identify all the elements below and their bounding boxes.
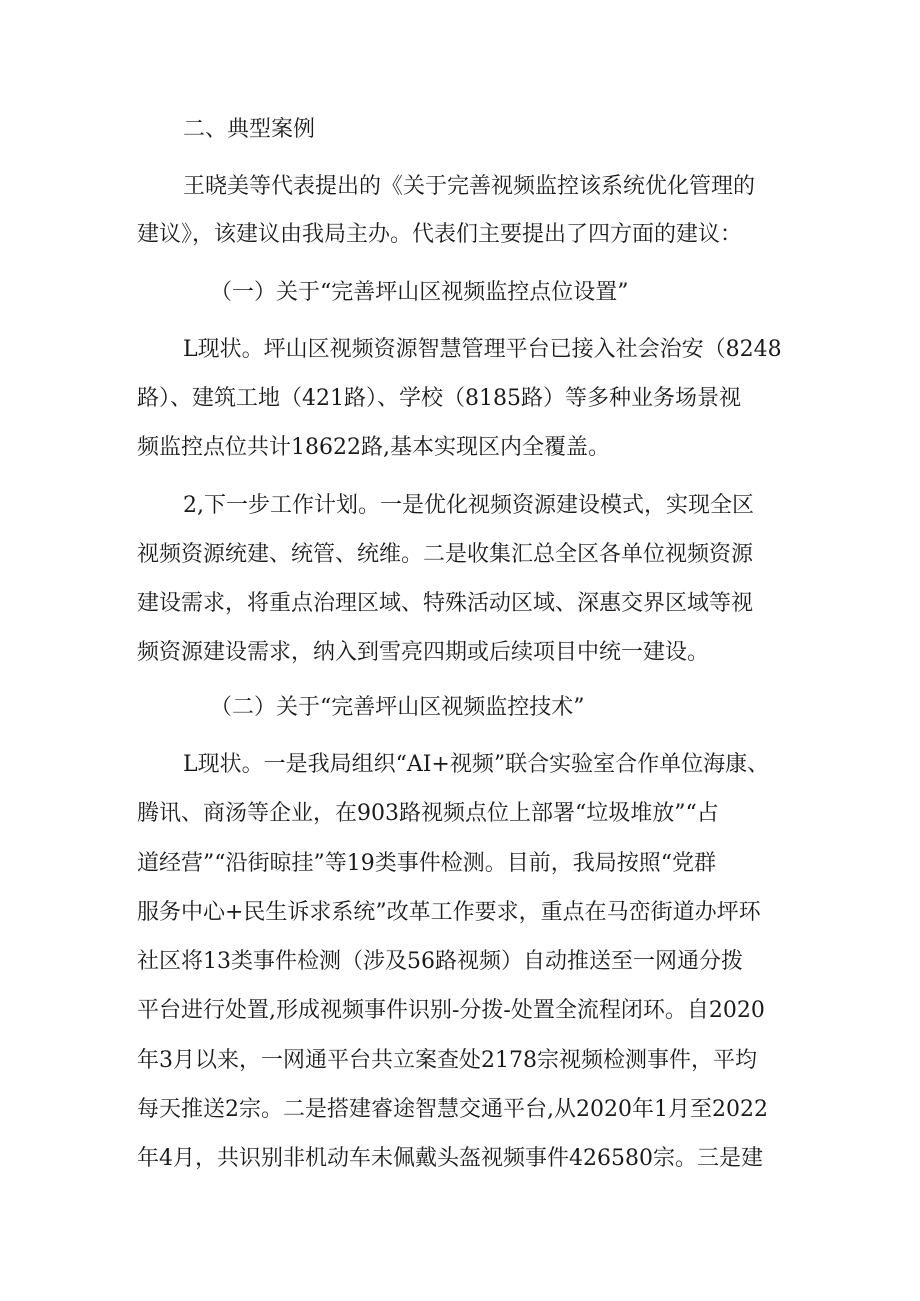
s2-p1-line-3: 道经营”“沿街晾挂”等19类事件检测。目前，我局按照“党群 <box>137 851 716 876</box>
s1-p2-line-4: 频资源建设需求，纳入到雪亮四期或后续项目中统一建设。 <box>137 640 710 665</box>
s1-p2-line-3: 建设需求，将重点治理区域、特殊活动区域、深惠交界区域等视 <box>137 591 754 616</box>
s1-p1-line-2: 路）、建筑工地（421路）、学校（8185路）等多种业务场景视 <box>137 386 741 411</box>
s2-p1-line-6: 平台进行处置,形成视频事件识别-分拨-处置全流程闭环。自2020 <box>137 998 765 1023</box>
s2-p1-line-5: 社区将13类事件检测（涉及56路视频）自动推送至一网通分拨 <box>137 949 743 974</box>
s2-p1-line-2: 腾讯、商汤等企业，在903路视频点位上部署“垃圾堆放”“占 <box>137 801 719 826</box>
s2-p1-line-8: 每天推送2宗。二是搭建睿途智慧交通平台,从2020年1月至2022 <box>137 1097 768 1122</box>
intro-line-1: 王晓美等代表提出的《关于完善视频监控该系统优化管理的 <box>183 174 756 199</box>
subsection-2-title: （二）关于“完善坪山区视频监控技术” <box>210 695 585 720</box>
s2-p1-line-4: 服务中心+民生诉求系统”改革工作要求，重点在马峦街道办坪环 <box>137 900 761 925</box>
s1-p1-line-1: L现状。坪山区视频资源智慧管理平台已接入社会治安（8248 <box>183 337 782 362</box>
s1-p2-line-2: 视频资源统建、统管、统维。二是收集汇总全区各单位视频资源 <box>137 542 754 567</box>
s1-p2-line-1: 2,下一步工作计划。一是优化视频资源建设模式，实现全区 <box>183 493 754 518</box>
section-heading: 二、典型案例 <box>183 117 316 142</box>
intro-line-2: 建议》，该建议由我局主办。代表们主要提出了四方面的建议： <box>137 222 743 247</box>
s2-p1-line-1: L现状。一是我局组织“AI+视频”联合实验室合作单位海康、 <box>183 752 770 777</box>
s1-p1-line-3: 频监控点位共计18622路,基本实现区内全覆盖。 <box>137 435 610 460</box>
s2-p1-line-7: 年3月以来，一网通平台共立案查处2178宗视频检测事件，平均 <box>137 1048 757 1073</box>
s2-p1-line-9: 年4月，共识别非机动车未佩戴头盔视频事件426580宗。三是建 <box>137 1146 763 1171</box>
subsection-1-title: （一）关于“完善坪山区视频监控点位设置” <box>210 280 629 305</box>
